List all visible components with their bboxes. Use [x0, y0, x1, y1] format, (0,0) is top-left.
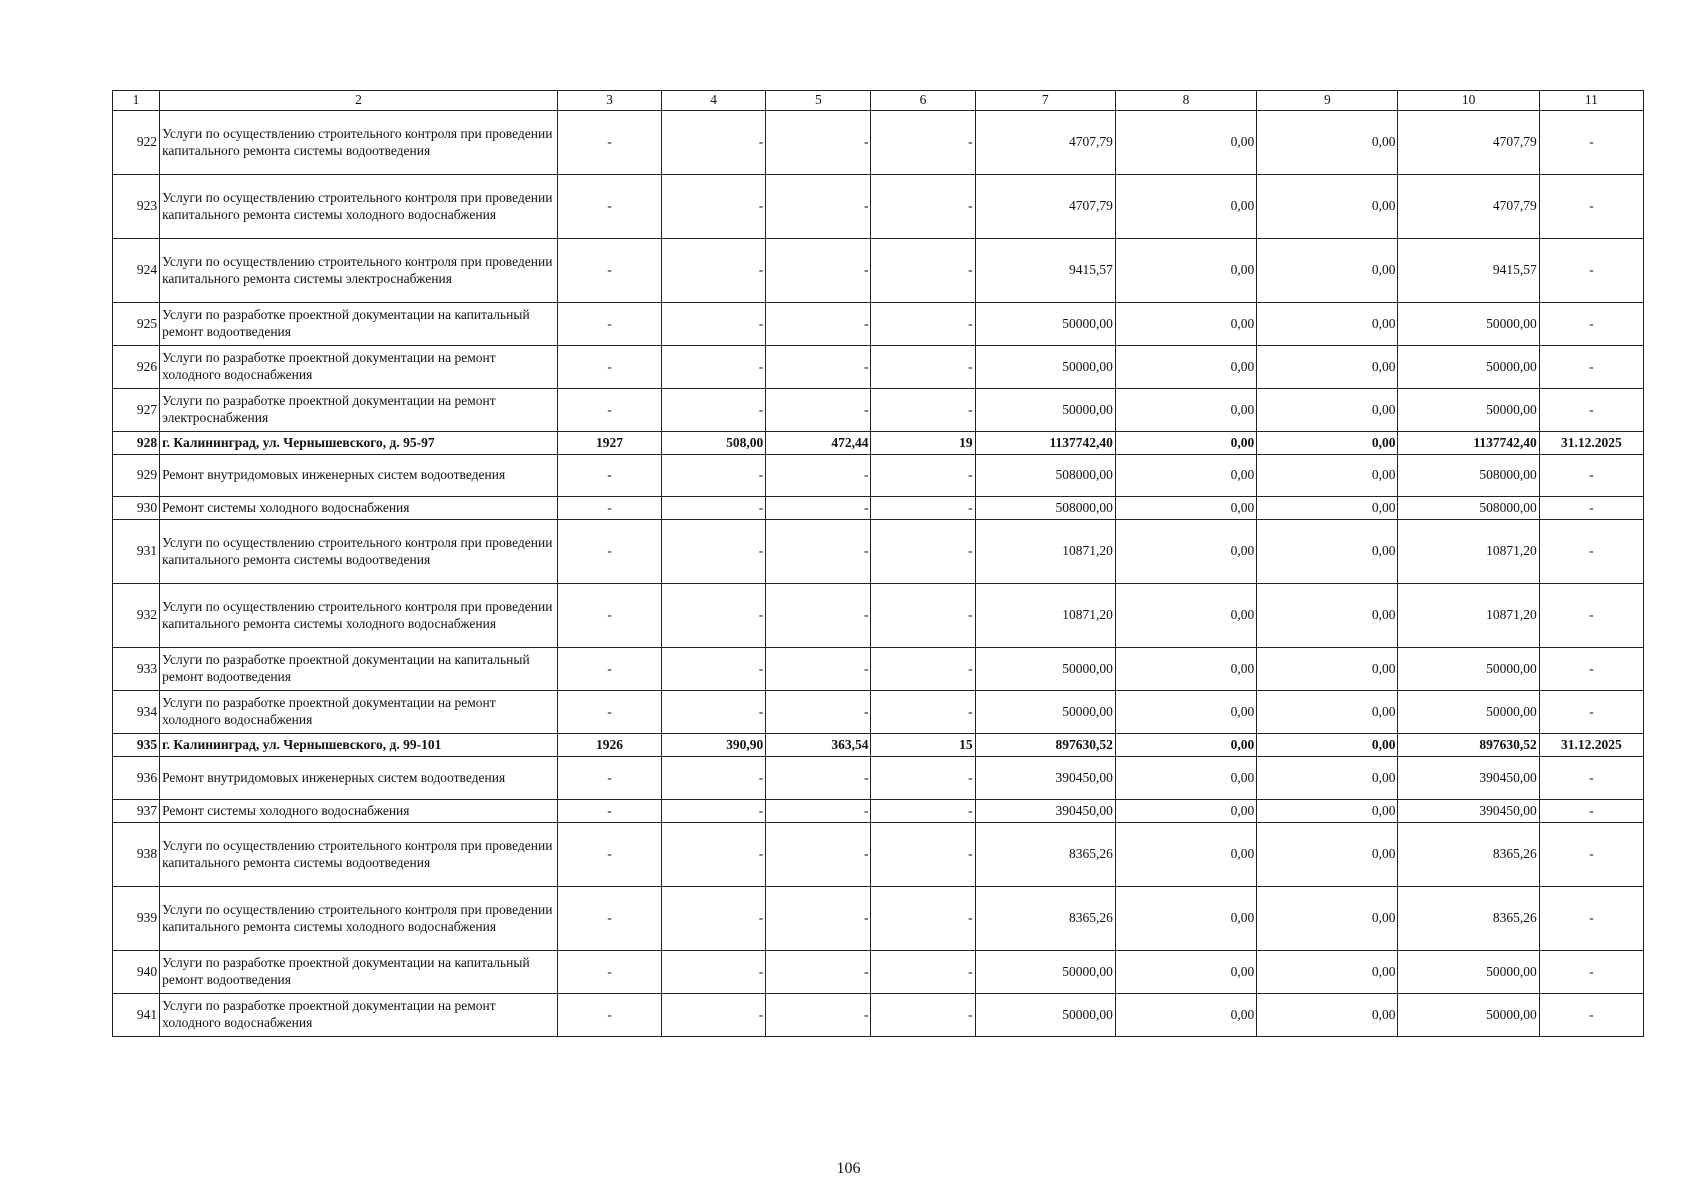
year-cell: - — [557, 455, 661, 497]
work-row — [113, 497, 1644, 520]
work-name-cell: г. Калининград, ул. Чернышевского, д. 99-101 — [160, 734, 558, 757]
cost-owners-cell: 390450,00 — [1398, 757, 1539, 800]
cost-budget-cell: 0,00 — [1257, 734, 1398, 757]
work-name-cell: г. Калининград, ул. Чернышевского, д. 95-97 — [160, 432, 558, 455]
cost-total-cell: 1137742,40 — [975, 432, 1115, 455]
work-name-cell: Услуги по разработке проектной документации на ремонт холодного водоснабжения — [160, 994, 558, 1037]
cost-owners-cell: 10871,20 — [1398, 520, 1539, 584]
column-number: 10 — [1398, 91, 1539, 111]
deadline-cell: - — [1539, 455, 1643, 497]
row-number-cell: 927 — [113, 389, 160, 432]
residents-cell: - — [871, 823, 975, 887]
cost-total-cell: 390450,00 — [975, 757, 1115, 800]
row-number-cell: 938 — [113, 823, 160, 887]
deadline-cell: - — [1539, 111, 1643, 175]
year-cell: - — [557, 994, 661, 1037]
year-cell: - — [557, 239, 661, 303]
cost-fund-cell: 0,00 — [1115, 520, 1256, 584]
living-area-cell: - — [766, 239, 871, 303]
living-area-cell: - — [766, 455, 871, 497]
cost-owners-cell: 8365,26 — [1398, 823, 1539, 887]
cost-total-cell: 4707,79 — [975, 175, 1115, 239]
row-number-cell: 928 — [113, 432, 160, 455]
residents-cell: - — [871, 584, 975, 648]
cost-owners-cell: 50000,00 — [1398, 691, 1539, 734]
row-number-cell: 941 — [113, 994, 160, 1037]
cost-fund-cell: 0,00 — [1115, 823, 1256, 887]
residents-cell: - — [871, 994, 975, 1037]
work-row — [113, 455, 1644, 497]
cost-budget-cell: 0,00 — [1257, 823, 1398, 887]
cost-total-cell: 9415,57 — [975, 239, 1115, 303]
residents-cell: - — [871, 455, 975, 497]
living-area-cell: - — [766, 111, 871, 175]
row-number-cell: 932 — [113, 584, 160, 648]
cost-fund-cell: 0,00 — [1115, 800, 1256, 823]
cost-total-cell: 50000,00 — [975, 346, 1115, 389]
cost-owners-cell: 508000,00 — [1398, 455, 1539, 497]
work-name-cell: Услуги по осуществлению строительного контроля при проведении капитального ремонта системы водоотведения — [160, 111, 558, 175]
column-number: 2 — [160, 91, 558, 111]
living-area-cell: - — [766, 757, 871, 800]
cost-budget-cell: 0,00 — [1257, 303, 1398, 346]
work-row — [113, 346, 1644, 389]
cost-fund-cell: 0,00 — [1115, 239, 1256, 303]
work-row — [113, 994, 1644, 1037]
work-row — [113, 823, 1644, 887]
year-cell: - — [557, 303, 661, 346]
living-area-cell: - — [766, 691, 871, 734]
cost-fund-cell: 0,00 — [1115, 111, 1256, 175]
deadline-cell: - — [1539, 584, 1643, 648]
column-number: 6 — [871, 91, 975, 111]
year-cell: - — [557, 648, 661, 691]
table-body — [113, 91, 1644, 1037]
cost-fund-cell: 0,00 — [1115, 432, 1256, 455]
cost-budget-cell: 0,00 — [1257, 455, 1398, 497]
cost-fund-cell: 0,00 — [1115, 455, 1256, 497]
work-name-cell: Ремонт системы холодного водоснабжения — [160, 800, 558, 823]
residents-cell: - — [871, 951, 975, 994]
row-number-cell: 936 — [113, 757, 160, 800]
cost-fund-cell: 0,00 — [1115, 734, 1256, 757]
deadline-cell: - — [1539, 346, 1643, 389]
deadline-cell: - — [1539, 239, 1643, 303]
work-name-cell: Услуги по осуществлению строительного контроля при проведении капитального ремонта системы холодного водоснабжения — [160, 887, 558, 951]
work-name-cell: Ремонт внутридомовых инженерных систем водоотведения — [160, 455, 558, 497]
cost-owners-cell: 50000,00 — [1398, 389, 1539, 432]
year-cell: - — [557, 497, 661, 520]
living-area-cell: - — [766, 175, 871, 239]
area-cell: 508,00 — [662, 432, 766, 455]
area-cell: - — [662, 497, 766, 520]
row-number-cell: 929 — [113, 455, 160, 497]
deadline-cell: 31.12.2025 — [1539, 734, 1643, 757]
work-row — [113, 239, 1644, 303]
year-cell: - — [557, 389, 661, 432]
work-row — [113, 951, 1644, 994]
residents-cell: - — [871, 111, 975, 175]
cost-fund-cell: 0,00 — [1115, 951, 1256, 994]
cost-budget-cell: 0,00 — [1257, 520, 1398, 584]
cost-fund-cell: 0,00 — [1115, 175, 1256, 239]
residents-cell: - — [871, 648, 975, 691]
cost-budget-cell: 0,00 — [1257, 111, 1398, 175]
work-row — [113, 389, 1644, 432]
year-cell: - — [557, 823, 661, 887]
residents-cell: - — [871, 239, 975, 303]
area-cell: - — [662, 951, 766, 994]
year-cell: - — [557, 951, 661, 994]
area-cell: - — [662, 800, 766, 823]
work-row — [113, 757, 1644, 800]
residents-cell: - — [871, 346, 975, 389]
deadline-cell: - — [1539, 497, 1643, 520]
deadline-cell: - — [1539, 691, 1643, 734]
cost-owners-cell: 390450,00 — [1398, 800, 1539, 823]
cost-fund-cell: 0,00 — [1115, 757, 1256, 800]
cost-budget-cell: 0,00 — [1257, 346, 1398, 389]
deadline-cell: - — [1539, 887, 1643, 951]
cost-owners-cell: 50000,00 — [1398, 303, 1539, 346]
living-area-cell: 363,54 — [766, 734, 871, 757]
living-area-cell: - — [766, 303, 871, 346]
area-cell: - — [662, 584, 766, 648]
cost-fund-cell: 0,00 — [1115, 497, 1256, 520]
cost-fund-cell: 0,00 — [1115, 303, 1256, 346]
column-number: 1 — [113, 91, 160, 111]
deadline-cell: - — [1539, 520, 1643, 584]
area-cell: - — [662, 887, 766, 951]
row-number-cell: 930 — [113, 497, 160, 520]
area-cell: - — [662, 346, 766, 389]
cost-total-cell: 50000,00 — [975, 389, 1115, 432]
cost-owners-cell: 10871,20 — [1398, 584, 1539, 648]
cost-total-cell: 390450,00 — [975, 800, 1115, 823]
deadline-cell: - — [1539, 757, 1643, 800]
work-name-cell: Услуги по разработке проектной документации на капитальный ремонт водоотведения — [160, 951, 558, 994]
deadline-cell: - — [1539, 648, 1643, 691]
cost-budget-cell: 0,00 — [1257, 584, 1398, 648]
work-name-cell: Услуги по разработке проектной документации на капитальный ремонт водоотведения — [160, 648, 558, 691]
cost-total-cell: 4707,79 — [975, 111, 1115, 175]
work-name-cell: Услуги по разработке проектной документации на ремонт электроснабжения — [160, 389, 558, 432]
cost-budget-cell: 0,00 — [1257, 239, 1398, 303]
residents-cell: - — [871, 757, 975, 800]
work-name-cell: Услуги по разработке проектной документации на капитальный ремонт водоотведения — [160, 303, 558, 346]
cost-owners-cell: 4707,79 — [1398, 175, 1539, 239]
deadline-cell: - — [1539, 175, 1643, 239]
cost-fund-cell: 0,00 — [1115, 346, 1256, 389]
living-area-cell: - — [766, 584, 871, 648]
cost-owners-cell: 508000,00 — [1398, 497, 1539, 520]
cost-owners-cell: 4707,79 — [1398, 111, 1539, 175]
cost-owners-cell: 8365,26 — [1398, 887, 1539, 951]
column-number: 11 — [1539, 91, 1643, 111]
work-row — [113, 648, 1644, 691]
column-number: 5 — [766, 91, 871, 111]
area-cell: - — [662, 111, 766, 175]
living-area-cell: - — [766, 887, 871, 951]
area-cell: - — [662, 520, 766, 584]
column-number: 3 — [557, 91, 661, 111]
row-number-cell: 935 — [113, 734, 160, 757]
area-cell: - — [662, 648, 766, 691]
area-cell: 390,90 — [662, 734, 766, 757]
area-cell: - — [662, 303, 766, 346]
column-number-row — [113, 91, 1644, 111]
cost-owners-cell: 50000,00 — [1398, 648, 1539, 691]
year-cell: - — [557, 757, 661, 800]
work-row — [113, 520, 1644, 584]
residents-cell: - — [871, 389, 975, 432]
area-cell: - — [662, 455, 766, 497]
cost-owners-cell: 50000,00 — [1398, 951, 1539, 994]
area-cell: - — [662, 994, 766, 1037]
row-number-cell: 931 — [113, 520, 160, 584]
living-area-cell: - — [766, 497, 871, 520]
work-row — [113, 175, 1644, 239]
cost-total-cell: 8365,26 — [975, 887, 1115, 951]
year-cell: - — [557, 800, 661, 823]
residents-cell: 15 — [871, 734, 975, 757]
row-number-cell: 925 — [113, 303, 160, 346]
cost-total-cell: 8365,26 — [975, 823, 1115, 887]
column-number: 8 — [1115, 91, 1256, 111]
living-area-cell: 472,44 — [766, 432, 871, 455]
cost-budget-cell: 0,00 — [1257, 497, 1398, 520]
work-name-cell: Услуги по осуществлению строительного контроля при проведении капитального ремонта системы водоотведения — [160, 520, 558, 584]
cost-budget-cell: 0,00 — [1257, 887, 1398, 951]
work-name-cell: Услуги по осуществлению строительного контроля при проведении капитального ремонта системы электроснабжения — [160, 239, 558, 303]
area-cell: - — [662, 691, 766, 734]
year-cell: - — [557, 887, 661, 951]
deadline-cell: - — [1539, 389, 1643, 432]
year-cell: 1927 — [557, 432, 661, 455]
column-number: 4 — [662, 91, 766, 111]
address-row — [113, 734, 1644, 757]
works-table — [112, 90, 1644, 1037]
cost-fund-cell: 0,00 — [1115, 389, 1256, 432]
row-number-cell: 926 — [113, 346, 160, 389]
row-number-cell: 937 — [113, 800, 160, 823]
area-cell: - — [662, 757, 766, 800]
area-cell: - — [662, 389, 766, 432]
work-name-cell: Услуги по разработке проектной документации на ремонт холодного водоснабжения — [160, 346, 558, 389]
cost-fund-cell: 0,00 — [1115, 691, 1256, 734]
cost-fund-cell: 0,00 — [1115, 584, 1256, 648]
work-name-cell: Услуги по разработке проектной документации на ремонт холодного водоснабжения — [160, 691, 558, 734]
cost-owners-cell: 9415,57 — [1398, 239, 1539, 303]
column-number: 9 — [1257, 91, 1398, 111]
residents-cell: - — [871, 175, 975, 239]
page-number: 106 — [836, 1160, 861, 1177]
work-name-cell: Ремонт системы холодного водоснабжения — [160, 497, 558, 520]
row-number-cell: 939 — [113, 887, 160, 951]
residents-cell: - — [871, 497, 975, 520]
residents-cell: 19 — [871, 432, 975, 455]
deadline-cell: - — [1539, 994, 1643, 1037]
row-number-cell: 924 — [113, 239, 160, 303]
residents-cell: - — [871, 303, 975, 346]
cost-owners-cell: 50000,00 — [1398, 346, 1539, 389]
row-number-cell: 922 — [113, 111, 160, 175]
living-area-cell: - — [766, 648, 871, 691]
year-cell: - — [557, 520, 661, 584]
year-cell: - — [557, 691, 661, 734]
cost-total-cell: 50000,00 — [975, 303, 1115, 346]
living-area-cell: - — [766, 520, 871, 584]
cost-budget-cell: 0,00 — [1257, 432, 1398, 455]
work-row — [113, 800, 1644, 823]
area-cell: - — [662, 175, 766, 239]
work-row — [113, 303, 1644, 346]
residents-cell: - — [871, 800, 975, 823]
work-row — [113, 887, 1644, 951]
cost-owners-cell: 1137742,40 — [1398, 432, 1539, 455]
cost-budget-cell: 0,00 — [1257, 951, 1398, 994]
deadline-cell: 31.12.2025 — [1539, 432, 1643, 455]
deadline-cell: - — [1539, 303, 1643, 346]
residents-cell: - — [871, 887, 975, 951]
residents-cell: - — [871, 520, 975, 584]
living-area-cell: - — [766, 800, 871, 823]
cost-total-cell: 10871,20 — [975, 520, 1115, 584]
row-number-cell: 923 — [113, 175, 160, 239]
living-area-cell: - — [766, 346, 871, 389]
cost-total-cell: 897630,52 — [975, 734, 1115, 757]
work-row — [113, 111, 1644, 175]
year-cell: - — [557, 346, 661, 389]
deadline-cell: - — [1539, 823, 1643, 887]
living-area-cell: - — [766, 389, 871, 432]
living-area-cell: - — [766, 823, 871, 887]
work-name-cell: Ремонт внутридомовых инженерных систем водоотведения — [160, 757, 558, 800]
deadline-cell: - — [1539, 800, 1643, 823]
cost-budget-cell: 0,00 — [1257, 648, 1398, 691]
cost-budget-cell: 0,00 — [1257, 389, 1398, 432]
row-number-cell: 940 — [113, 951, 160, 994]
cost-total-cell: 50000,00 — [975, 994, 1115, 1037]
cost-fund-cell: 0,00 — [1115, 648, 1256, 691]
year-cell: - — [557, 584, 661, 648]
cost-budget-cell: 0,00 — [1257, 800, 1398, 823]
cost-total-cell: 50000,00 — [975, 648, 1115, 691]
cost-budget-cell: 0,00 — [1257, 175, 1398, 239]
cost-fund-cell: 0,00 — [1115, 994, 1256, 1037]
year-cell: 1926 — [557, 734, 661, 757]
work-name-cell: Услуги по осуществлению строительного контроля при проведении капитального ремонта системы холодного водоснабжения — [160, 175, 558, 239]
area-cell: - — [662, 823, 766, 887]
cost-owners-cell: 897630,52 — [1398, 734, 1539, 757]
row-number-cell: 934 — [113, 691, 160, 734]
year-cell: - — [557, 111, 661, 175]
cost-budget-cell: 0,00 — [1257, 994, 1398, 1037]
column-number: 7 — [975, 91, 1115, 111]
cost-total-cell: 508000,00 — [975, 497, 1115, 520]
cost-owners-cell: 50000,00 — [1398, 994, 1539, 1037]
cost-total-cell: 50000,00 — [975, 691, 1115, 734]
work-row — [113, 691, 1644, 734]
cost-budget-cell: 0,00 — [1257, 691, 1398, 734]
deadline-cell: - — [1539, 951, 1643, 994]
work-row — [113, 584, 1644, 648]
address-row — [113, 432, 1644, 455]
living-area-cell: - — [766, 951, 871, 994]
area-cell: - — [662, 239, 766, 303]
row-number-cell: 933 — [113, 648, 160, 691]
work-name-cell: Услуги по осуществлению строительного контроля при проведении капитального ремонта системы водоотведения — [160, 823, 558, 887]
residents-cell: - — [871, 691, 975, 734]
cost-total-cell: 10871,20 — [975, 584, 1115, 648]
year-cell: - — [557, 175, 661, 239]
cost-fund-cell: 0,00 — [1115, 887, 1256, 951]
cost-budget-cell: 0,00 — [1257, 757, 1398, 800]
work-name-cell: Услуги по осуществлению строительного контроля при проведении капитального ремонта системы холодного водоснабжения — [160, 584, 558, 648]
cost-total-cell: 508000,00 — [975, 455, 1115, 497]
cost-total-cell: 50000,00 — [975, 951, 1115, 994]
living-area-cell: - — [766, 994, 871, 1037]
